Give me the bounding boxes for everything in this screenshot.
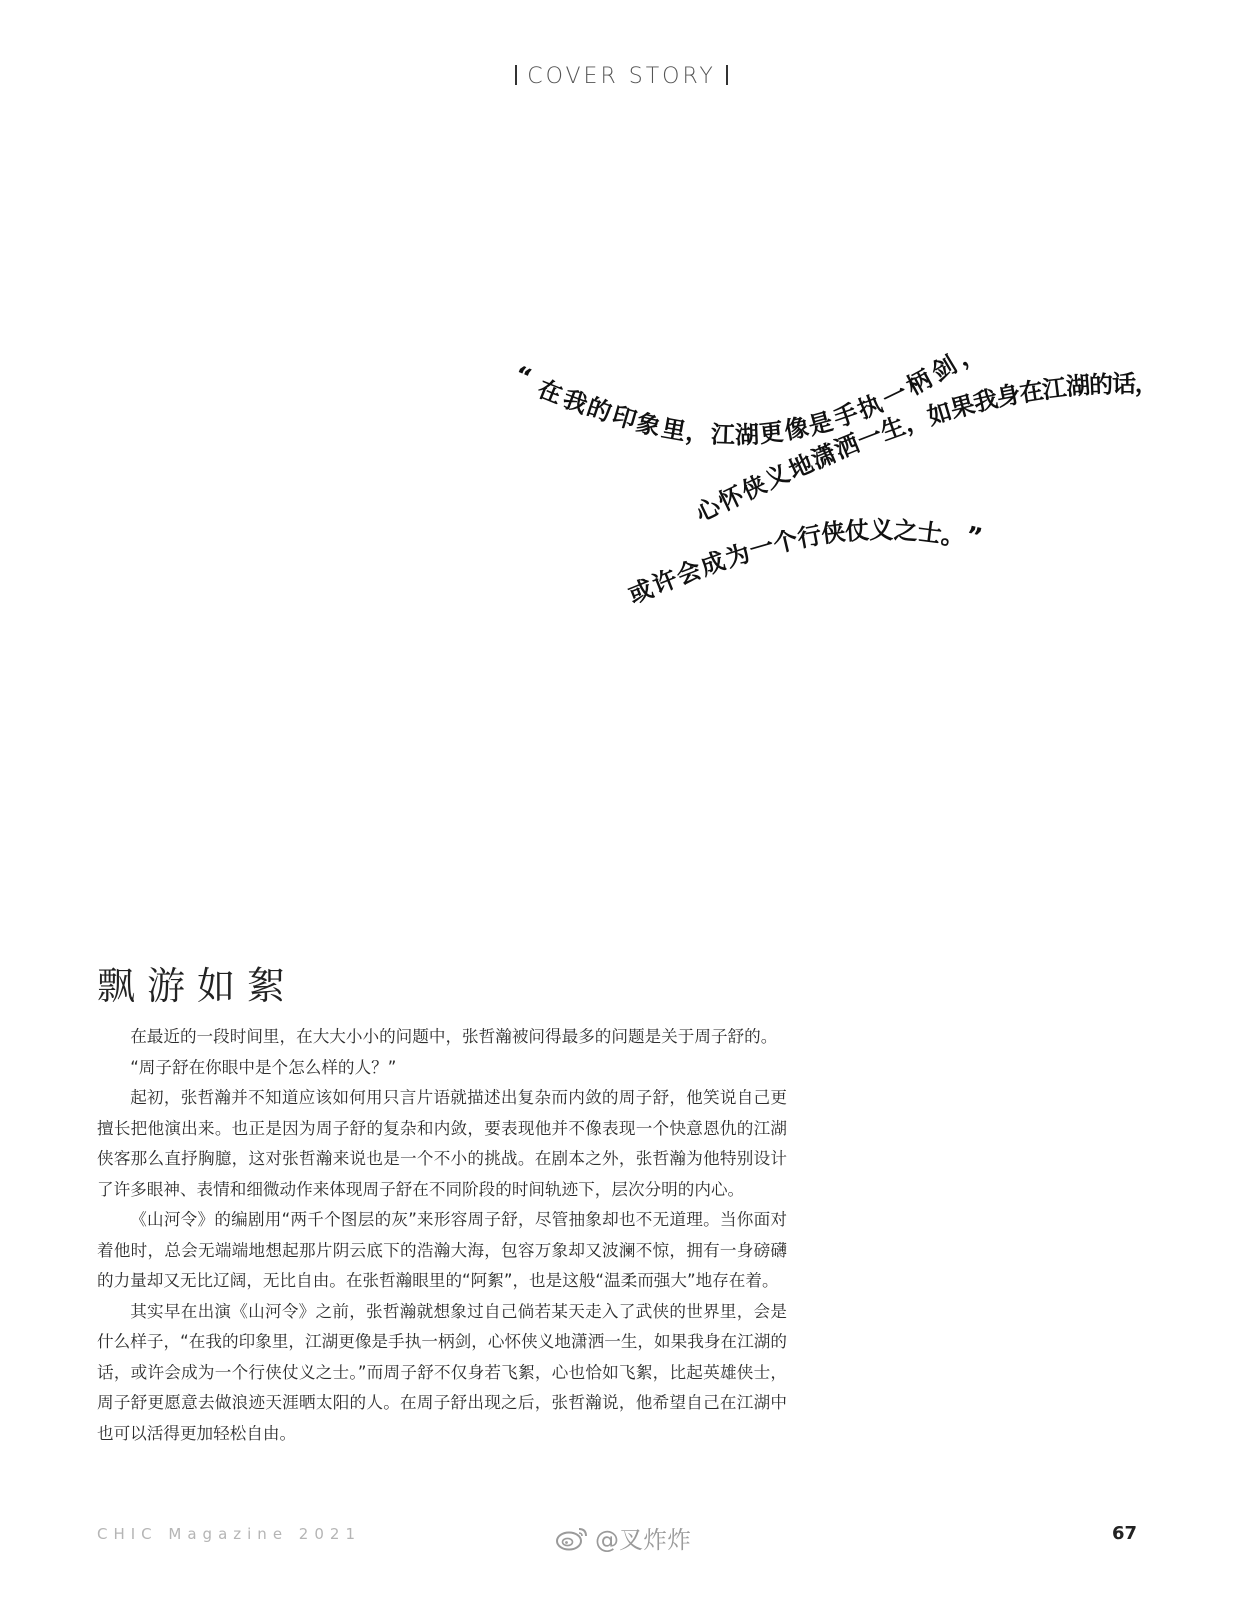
pull-quote-glyph: 里 (658, 413, 688, 446)
pull-quote-glyph: 是 (805, 407, 837, 441)
weibo-watermark (555, 1520, 691, 1555)
pull-quote-glyph: 我 (558, 384, 592, 419)
article-paragraph: 起初，张哲瀚并不知道应该如何用只言片语就描述出复杂而内敛的周子舒，他笑说自己更擅长把他演出来。也正是因为周子舒的复杂和内敛，要表现他并不像表现一个快意恩仇的江湖侠客那么直抒胸臆，这对张哲瀚来说也是一个不小的挑战。在剧本之外，张哲瀚为他特别设计了许多眼神、表情和细微动作来体现周子舒在不同阶段的时间轨迹下，层次分明的内心。 (97, 1088, 787, 1199)
pull-quote-glyph: 一 (877, 377, 912, 414)
header-divider-right (726, 65, 728, 85)
pull-quote-glyph: ， (684, 417, 712, 449)
article-paragraph: “周子舒在你眼中是个怎么样的人？” (130, 1057, 397, 1077)
pull-quote-glyph: 一 (853, 420, 887, 455)
pull-quote-glyph: 侠 (737, 470, 772, 506)
section-label: COVER STORY (527, 64, 716, 89)
pull-quote-glyph: 洒 (830, 429, 864, 465)
pull-quote-glyph: 怀 (714, 480, 749, 517)
pull-quote-glyph: 士 (915, 517, 944, 549)
pull-quote-glyph: 义 (869, 516, 894, 544)
pull-quote-glyph: 果 (947, 390, 978, 424)
pull-quote-glyph: 潇 (807, 438, 841, 475)
pull-quote-glyph: 如 (923, 396, 955, 431)
watermark-handle: @叉炸炸 (595, 1526, 691, 1554)
pull-quote-glyph: 手 (829, 398, 862, 434)
section-header (0, 64, 1243, 89)
pull-quote-glyph: ， (950, 335, 987, 372)
weibo-icon (555, 1525, 589, 1551)
pull-quote-glyph: 我 (970, 384, 1001, 418)
pull-quote-glyph: 地 (783, 448, 818, 485)
pull-quote-glyph: 像 (781, 413, 811, 446)
pull-quote-glyph: 个 (770, 525, 801, 559)
pull-quote-glyph: 剑 (926, 350, 962, 387)
pull-quote-glyph: 湖 (734, 420, 760, 450)
pull-quote-glyph: 象 (633, 408, 664, 441)
pull-quote-glyph: “ (510, 360, 536, 392)
pull-quote-glyph: 心 (691, 491, 725, 528)
pull-quote-glyph: 印 (608, 401, 640, 435)
pull-quote-glyph: 在 (1017, 376, 1046, 408)
pull-quote-glyph: 话 (1111, 370, 1136, 399)
article-paragraph: 在最近的一段时间里，在大大小小的问题中，张哲瀚被问得最多的问题是关于周子舒的。 (130, 1027, 778, 1046)
pull-quote-glyph: 或 (624, 574, 658, 610)
article-paragraph: 《山河令》的编剧用“两千个图层的灰”来形容周子舒，尽管抽象却也不无道理。当你面对着他时，总会无端端地想起那片阴云底下的浩瀚大海，包容万象却又波澜不惊，拥有一身磅礴的力量却又无比辽阔，无比自由。在张哲瀚眼里的“阿絮”，也是这般“温柔而强大”地存在着。 (97, 1210, 787, 1290)
pull-quote-glyph: 的 (583, 393, 616, 428)
pull-quote-glyph: ， (1134, 370, 1160, 399)
pull-quote-glyph: 。 (939, 520, 968, 553)
pull-quote-glyph: 一 (746, 531, 777, 565)
article-title: 飘游如絮 (97, 964, 298, 1008)
pull-quote-glyph: 执 (853, 389, 887, 425)
header-divider-left (515, 65, 517, 85)
pull-quote-glyph: 会 (672, 555, 706, 591)
pull-quote-glyph: 江 (709, 420, 735, 450)
pull-quote-glyph: 江 (1041, 373, 1069, 405)
pull-quote-glyph: 为 (721, 538, 754, 573)
pull-quote-glyph: 湖 (1064, 371, 1091, 402)
pull-quote-glyph: 仗 (844, 516, 871, 546)
pull-quote-glyph: ” (962, 520, 985, 552)
pull-quote-glyph: 更 (758, 417, 786, 449)
article-body (97, 1022, 787, 1449)
pull-quote-glyph: 义 (760, 459, 795, 495)
article-paragraph: 其实早在出演《山河令》之前，张哲瀚就想象过自己倘若某天走入了武侠的世界里，会是什么样子，“在我的印象里，江湖更像是手执一柄剑，心怀侠义地潇洒一生，如果我身在江湖的话，或许会成为一个行侠仗义之士。”而周子舒不仅身若飞絮，心也恰如飞絮，比起英雄侠士，周子舒更愿意去做浪迹天涯晒太阳的人。在周子舒出现之后，张哲瀚说，他希望自己在江湖中也可以活得更加轻松自由。 (97, 1301, 787, 1443)
magazine-footer: CHIC Magazine 2021 (97, 1525, 361, 1543)
pull-quote-glyph: 侠 (819, 517, 848, 549)
pull-quote-glyph: 的 (1088, 370, 1114, 400)
pull-quote-glyph: 生 (877, 411, 910, 447)
pull-quote-glyph: ， (900, 403, 933, 438)
pull-quote-glyph: 柄 (902, 364, 937, 401)
pull-quote-glyph: 许 (648, 564, 682, 600)
pull-quote-glyph: 身 (994, 380, 1024, 413)
pull-quote-glyph: 之 (892, 516, 919, 546)
page-number: 67 (1112, 1523, 1138, 1544)
pull-quote-glyph: 成 (697, 546, 730, 581)
pull-quote-glyph: 行 (795, 520, 824, 553)
pull-quote-glyph: 在 (534, 374, 567, 410)
